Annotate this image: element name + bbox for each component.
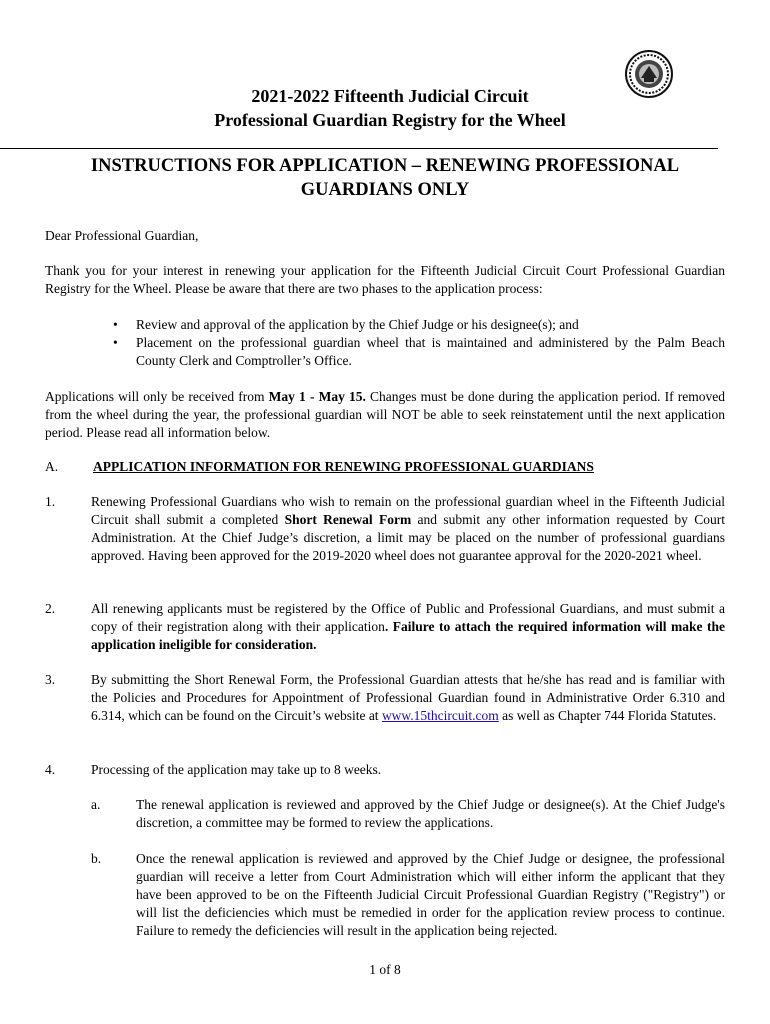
circuit-website-link[interactable]: www.15thcircuit.com [381,708,499,723]
section-letter: A. [45,459,59,474]
intro-paragraph: Thank you for your interest in renewing your application for the Fifteenth Judicial Circuit Court Professional Guardian Registry for the Wheel. Please be aware that there are two phases to the application process: [45,263,725,296]
instructions-title: INSTRUCTIONS FOR APPLICATION – RENEWING PROFESSIONAL GUARDIANS ONLY [90,156,680,200]
phase-item: Review and approval of the application by the Chief Judge or his designee(s); and [136,317,579,332]
sub-item-letter: b. [91,851,102,866]
item-number: 2. [45,601,56,616]
bullet-icon: • [113,317,118,332]
bullet-icon: • [113,335,118,350]
header-title-line2: Professional Guardian Registry for the Wheel [214,110,566,130]
sub-item-letter: a. [91,797,101,812]
phase-item: Placement on the professional guardian wheel that is maintained and administered by the Palm Beach County Clerk and Comptroller’s Office. [136,335,725,368]
sub-item-paragraph: The renewal application is reviewed and approved by the Chief Judge or designee(s). At the Chief Judge's discretion, a committee may be formed to review the applications. [136,797,725,830]
greeting: Dear Professional Guardian, [45,228,199,243]
item-number: 1. [45,494,56,509]
item-paragraph: Renewing Professional Guardians who wish to remain on the professional guardian wheel in the Fifteenth Judicial Circuit shall submit a completed Short Renewal Form and submit any other information requested by Court Administration. At the Chief Judge’s discretion, a limit may be placed on the number of professional guardians approved. Having been approved for the 2019-2020 wheel does not guarantee approval for the 2020-2021 wheel. [91,494,725,563]
dates-paragraph: Applications will only be received from May 1 - May 15. Changes must be done during the application period. If removed from the wheel during the year, the professional guardian will NOT be able to seek reinstatement until the next application period. Please read all information below. [45,389,725,440]
item-paragraph: Processing of the application may take up to 8 weeks. [91,762,382,777]
header-title-line1: 2021-2022 Fifteenth Judicial Circuit [251,86,529,106]
item-paragraph: All renewing applicants must be registered by the Office of Public and Professional Guardians, and must submit a copy of their registration along with their application. Failure to attach the required information will make the application ineligible for consideration. [91,601,725,652]
header-divider [0,148,718,149]
sub-item-paragraph: Once the renewal application is reviewed and approved by the Chief Judge or designee, the professional guardian will receive a letter from Court Administration which will either inform the applicant that they have been approved to be on the Fifteenth Judicial Circuit Professional Guardian Registry ("Registry") or will list the deficiencies which must be remedied in order for the application review process to continue. Failure to remedy the deficiencies will result in the application being rejected. [136,851,725,938]
item-paragraph: By submitting the Short Renewal Form, the Professional Guardian attests that he/she has read and is familiar with the Policies and Procedures for Appointment of Professional Guardian found in Administrative Order 6.310 and 6.314, which can be found on the Circuit’s website at www.15thcircuit.com as well as Chapter 744 Florida Statutes. [91,672,725,723]
item-number: 4. [45,762,56,777]
dates-range: May 1 - May 15. [268,389,366,404]
item-number: 3. [45,672,56,687]
section-title: APPLICATION INFORMATION FOR RENEWING PROFESSIONAL GUARDIANS [93,459,594,474]
page-number: 1 of 8 [369,962,401,977]
